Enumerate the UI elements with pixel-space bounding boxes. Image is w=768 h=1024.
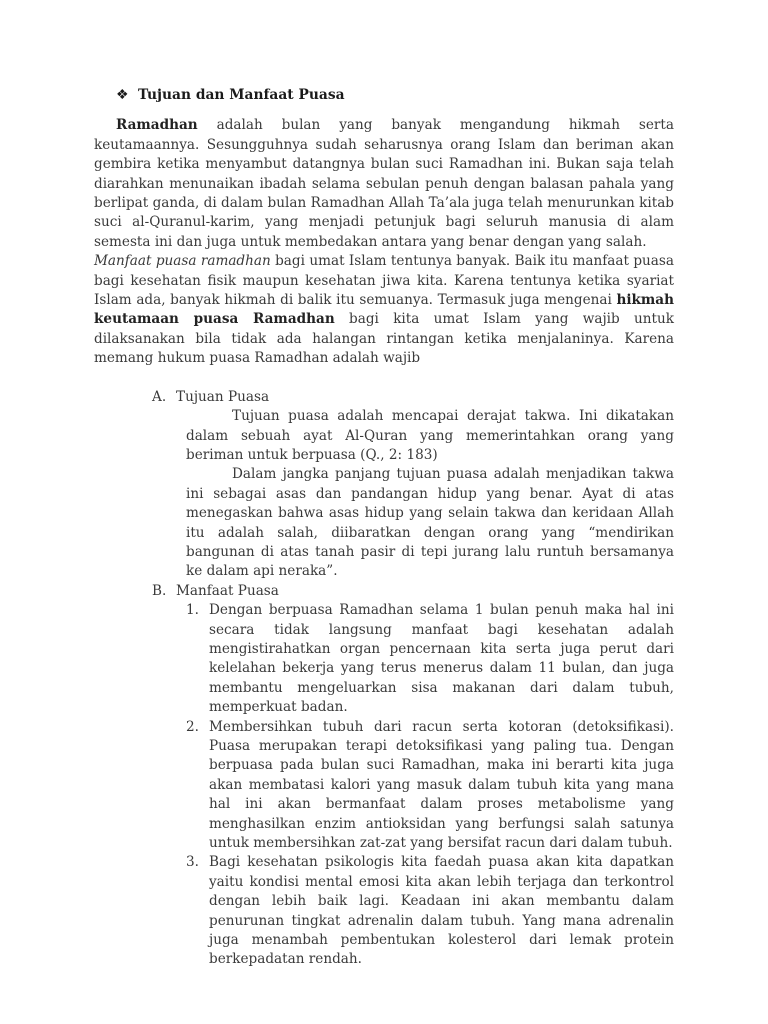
benefits-list	[186, 601, 674, 970]
section-b-title	[152, 582, 674, 601]
section-a-title	[152, 388, 674, 407]
list-item-text: Membersihkan tubuh dari racun serta kotoran (detoksifikasi). Puasa merupakan terapi detoksifikasi yang paling tua. Dengan berpuasa pada bulan suci Ramadhan, maka ini berarti kita juga akan membatasi kalori yang masuk dalam tubuh kita yang mana hal ini akan bermanfaat dalam proses metabolisme yang menghasilkan enzim antioksidan yang berfungsi salah satunya untuk membersihkan zat-zat yang bersifat racun dari dalam tubuh.	[209, 718, 674, 852]
list-item-number: 1.	[186, 602, 199, 619]
section-a-body	[186, 407, 674, 582]
ramadhan-bold: Ramadhan	[116, 117, 198, 134]
list-item-text: Bagi kesehatan psikologis kita faedah puasa akan kita dapatkan yaitu kondisi mental emosi kita akan lebih terjaga dan terkontrol dengan lebih baik lagi. Keadaan ini akan membantu dalam penurunan tingkat adrenalin dalam tubuh. Yang mana adrenalin juga menambah pembentukan kolesterol dari lemak protein berkepadatan rendah.	[209, 854, 674, 968]
section-heading	[116, 86, 674, 105]
hikmah-bold: hikmah keutamaan puasa Ramadhan	[94, 292, 674, 328]
list-item-number: 3.	[186, 854, 199, 871]
section-b-label: Manfaat Puasa	[176, 582, 279, 599]
section-a-paragraph: Dalam jangka panjang tujuan puasa adalah menjadikan takwa ini sebagai asas dan pandangan hidup yang benar. Ayat di atas menegaskan bahwa asas hidup yang selain takwa dan keridaan Allah itu adalah salah, diibaratkan dengan orang yang “mendirikan bangunan di atas tanah pasir di tepi jurang lalu runtuh bersamanya ke dalam api neraka”.	[186, 466, 674, 580]
intro-p2-mid: bagi umat Islam tentunya banyak. Baik itu manfaat puasa bagi kesehatan fisik maupun kesehatan jiwa kita. Karena tentunya ketika syariat Islam ada, banyak hikmah di balik itu semuanya. Termasuk juga mengenai	[94, 253, 674, 309]
diamond-bullet-icon: ❖	[116, 87, 129, 103]
intro-p1-text: adalah bulan yang banyak mengandung hikmah serta keutamaannya. Sesungguhnya sudah seharusnya orang Islam dan beriman akan gembira ketika menyambut datangnya bulan suci Ramadhan ini. Bukan saja telah diarahkan menunaikan ibadah selama sebulan penuh dengan balasan pahala yang berlipat ganda, di dalam bulan Ramadhan Allah Ta’ala juga telah menurunkan kitab suci al-Quranul-karim, yang menjadi petunjuk bagi seluruh manusia di alam semesta ini dan juga untuk membedakan antara yang benar dengan yang salah.	[94, 117, 674, 250]
list-item-text: Dengan berpuasa Ramadhan selama 1 bulan penuh maka hal ini secara tidak langsung manfaat bagi kesehatan adalah mengistirahatkan organ pencernaan kita serta juga perut dari kelelahan bekerja yang terus menerus dalam 11 bulan, dan juga membantu mengeluarkan sisa makanan dari dalam tubuh, memperkuat badan.	[209, 602, 674, 716]
list-item	[186, 853, 674, 969]
section-a-label: Tujuan Puasa	[176, 388, 270, 405]
section-b	[94, 582, 674, 970]
section-a	[94, 388, 674, 582]
intro-paragraph-2	[94, 252, 674, 368]
list-item-number: 2.	[186, 718, 199, 735]
section-a-letter: A.	[152, 388, 167, 405]
manfaat-italic: Manfaat puasa ramadhan	[94, 253, 271, 270]
intro-paragraph-1	[94, 116, 674, 252]
list-item	[186, 718, 674, 854]
heading-title: Tujuan dan Manfaat Puasa	[138, 87, 345, 103]
section-b-letter: B.	[152, 582, 167, 599]
section-a-paragraph: Tujuan puasa adalah mencapai derajat takwa. Ini dikatakan dalam sebuah ayat Al-Quran yang memerintahkan orang yang beriman untuk berpuasa (Q., 2: 183)	[186, 408, 674, 463]
intro-p2-end: bagi kita umat Islam yang wajib untuk dilaksanakan bila tidak ada halangan rintangan ketika menjalaninya. Karena memang hukum puasa Ramadhan adalah wajib	[94, 311, 674, 367]
list-item	[186, 601, 674, 717]
